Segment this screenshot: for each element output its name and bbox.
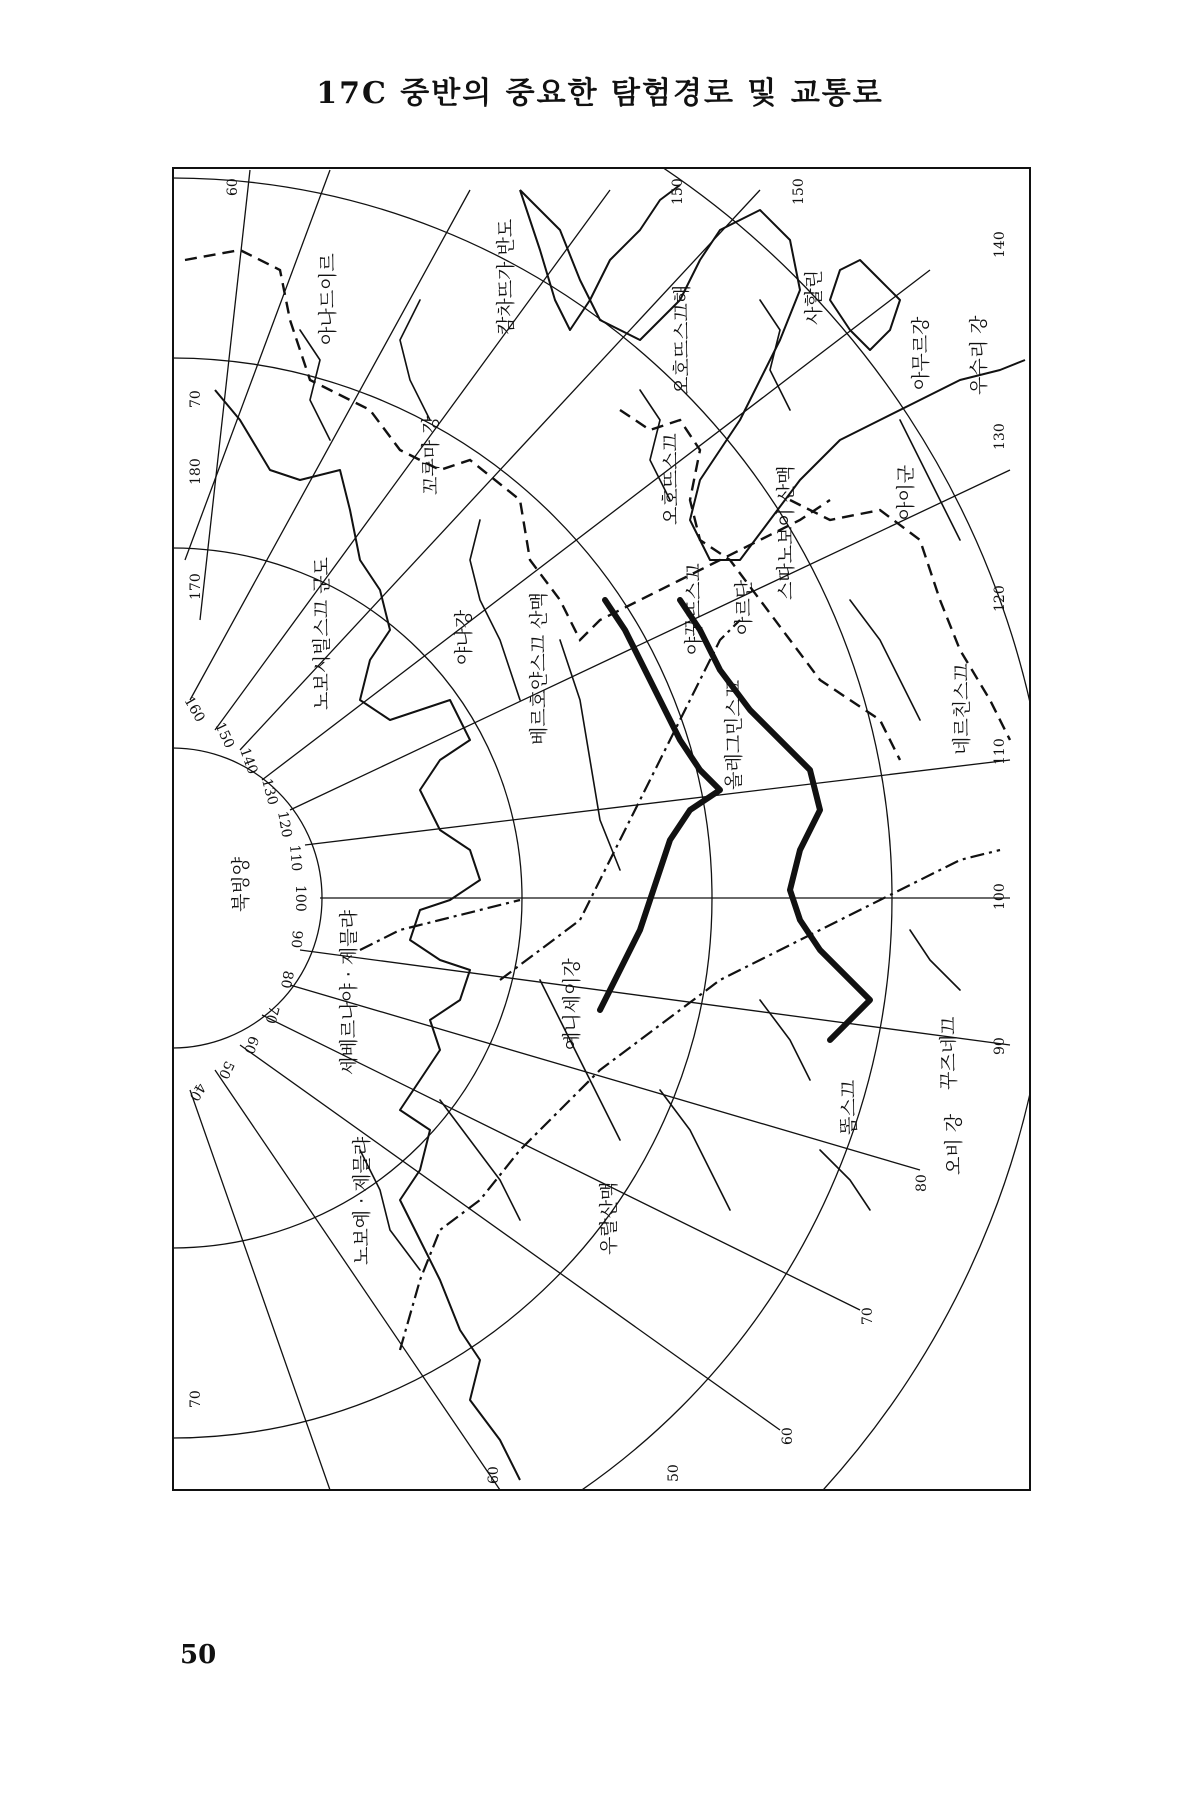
label-tomsk: 똠스끄: [838, 1079, 860, 1135]
latitude-label: 60: [486, 1466, 502, 1484]
sakhalin-island: [830, 260, 900, 350]
label-severnaya-zemlya: 세베르나야 · 제믈랴: [338, 910, 360, 1075]
boundary-line: [790, 500, 1010, 740]
arctic-coastline: [215, 390, 520, 1480]
page-number: 50: [180, 1640, 217, 1670]
rim-longitude-label: 130: [258, 776, 281, 807]
label-novosibirsk-islands: 노보시빌스끄 군도: [311, 557, 333, 710]
latitude-labels: [185, 178, 502, 1484]
rim-longitude-label: 110: [286, 843, 305, 872]
label-kuznetsk: 꾸즈네끄: [938, 1016, 960, 1090]
label-stanovoy-range: 스따노보이 산맥: [775, 465, 797, 600]
latitude-label: 70: [188, 390, 204, 408]
rim-longitude-label: 120: [274, 809, 295, 840]
rim-longitude-label: 150: [211, 719, 238, 751]
label-ob-river: 오비 강: [943, 1113, 965, 1175]
label-yakutsk: 야꾸뜨스끄: [683, 563, 705, 655]
label-amur-river: 아무르강: [910, 316, 932, 390]
kamchatka-peninsula: [520, 185, 680, 330]
page-title: 17C 중반의 중요한 탐험경로 및 교통로: [316, 76, 884, 111]
latitude-label: 70: [188, 1390, 204, 1408]
label-okhotsk-sea: 오호뜨스끄해: [671, 284, 693, 395]
side-longitude-label: 110: [992, 738, 1008, 765]
rim-longitude-label: 80: [276, 969, 296, 990]
rim-longitude-label: 90: [287, 929, 305, 949]
rim-longitude-label: 160: [180, 694, 208, 726]
label-aldan: 아르단: [733, 579, 755, 635]
rim-longitude-label: 50: [214, 1058, 237, 1082]
rim-longitude-label: 40: [185, 1080, 209, 1104]
rivers: [300, 300, 960, 1270]
latitude-label: 60: [225, 178, 241, 196]
label-yenisei-river: 예니세이강: [561, 958, 583, 1050]
side-longitude-label: 150: [791, 178, 807, 205]
label-sakhalin: 사할린: [803, 269, 825, 325]
side-longitude-label: 150: [670, 178, 686, 205]
label-aigun: 아이군: [895, 464, 917, 520]
label-novaya-zemlya: 노보예 · 제믈랴: [351, 1136, 373, 1265]
label-ural-mountains: 우랄산맥: [598, 1181, 620, 1255]
label-verkhoyansk-range: 베르호얀스끄 산맥: [528, 592, 550, 745]
label-okhotsk: 오호뜨스끄: [660, 433, 682, 525]
travel-route: [400, 850, 1000, 1350]
side-longitude-label: 90: [992, 1037, 1008, 1055]
label-yana-river: 야나강: [453, 609, 475, 665]
side-longitude-label: 50: [666, 1464, 682, 1482]
side-longitude-label: 80: [914, 1174, 930, 1192]
side-longitude-label: 120: [992, 585, 1008, 612]
rim-longitude-label: 100: [292, 885, 308, 912]
lena-route: [680, 600, 870, 1040]
label-nerchinsk: 네르친스끄: [951, 663, 973, 755]
rim-longitude-label: 60: [240, 1033, 262, 1056]
rim-longitude-label: 70: [261, 1003, 282, 1026]
latitude-label: 170: [188, 573, 204, 600]
side-longitude-label: 70: [860, 1307, 876, 1325]
rim-longitude-label: 140: [236, 745, 261, 777]
side-longitude-label: 60: [780, 1427, 796, 1445]
label-arctic-ocean: 북빙양: [230, 856, 252, 912]
latitude-label: 180: [188, 458, 204, 485]
label-anadyr: 아나드이르: [317, 253, 339, 345]
side-longitude-label: 100: [992, 883, 1008, 910]
label-olekminsk: 올레그민스끄: [723, 679, 745, 790]
meridian-lines: [185, 170, 1010, 1490]
label-kolyma-river: 꼬루마 강: [420, 415, 442, 495]
side-longitude-label: 140: [992, 231, 1008, 258]
main-exploration-route: [600, 600, 720, 1010]
label-kamchatka: 캄차뜨가 반도: [495, 218, 517, 335]
travel-route: [360, 900, 520, 950]
map-frame: [173, 168, 1030, 1490]
label-ussuri-river: 우수리 강: [968, 315, 990, 395]
side-longitude-label: 130: [992, 423, 1008, 450]
side-longitude-labels: [666, 178, 1008, 1482]
